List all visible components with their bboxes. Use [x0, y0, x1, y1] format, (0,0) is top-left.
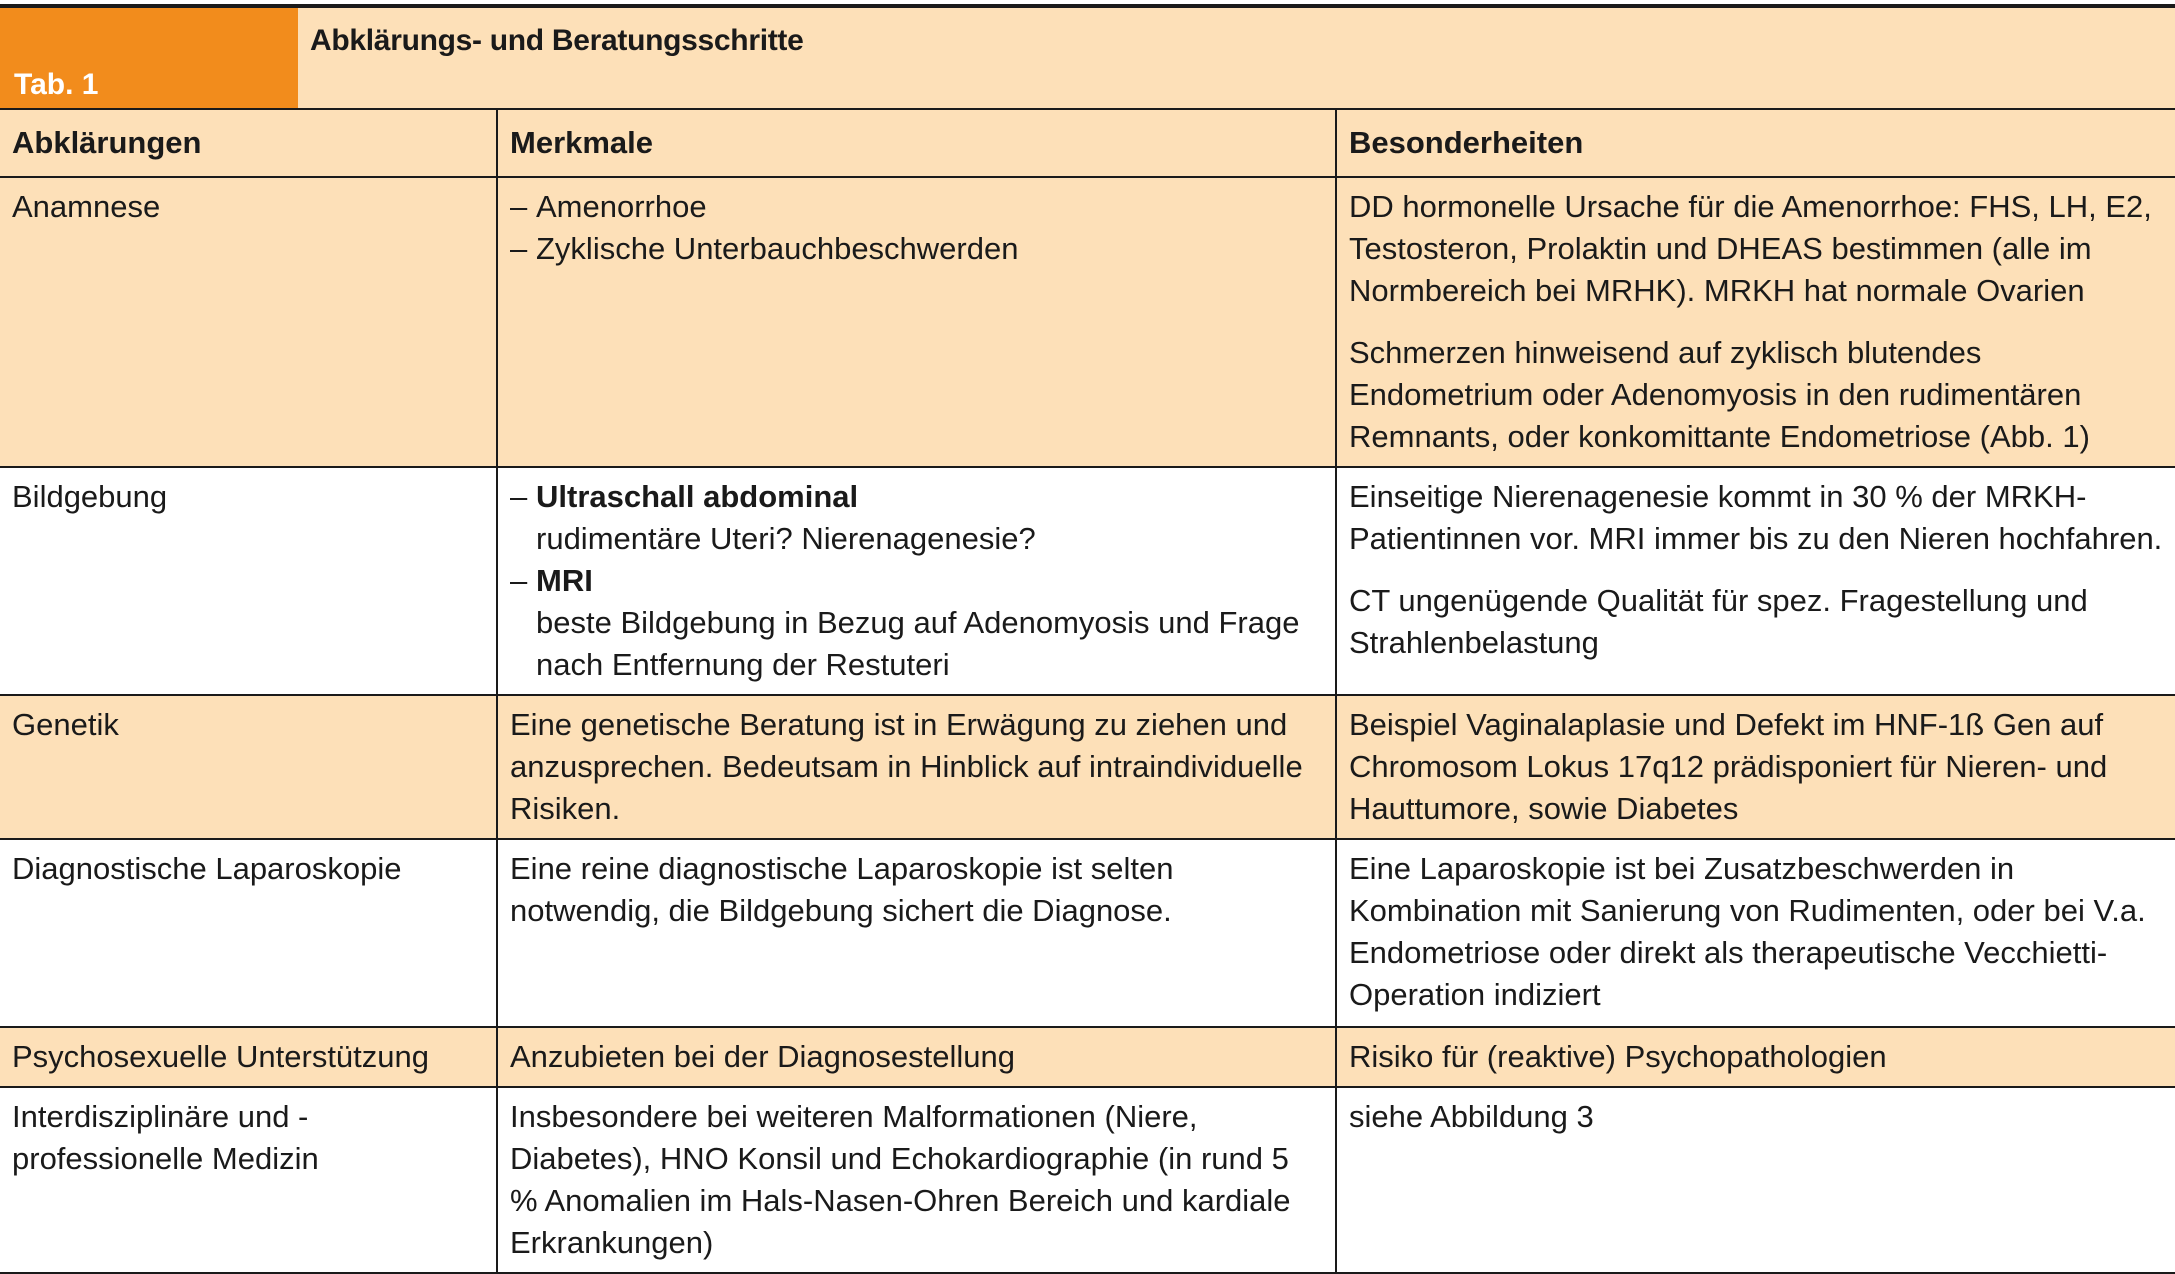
row-label: Genetik	[0, 695, 497, 839]
list-item-text: beste Bildgebung in Bezug auf Adenomyosis und Frage nach Entfernung der Restuteri	[536, 605, 1300, 682]
row-label: Psychosexuelle Unterstützung	[0, 1027, 497, 1087]
column-header-row	[0, 109, 2175, 177]
table-row-interdisziplinaer	[0, 1087, 2175, 1273]
table-row-laparoskopie	[0, 839, 2175, 1027]
table-header-bar	[0, 4, 2175, 108]
merkmale-cell: Anzubieten bei der Diagnosestellung	[497, 1027, 1336, 1087]
list-item: – Zyklische Unterbauchbeschwerden	[510, 228, 1323, 270]
row-label: Bildgebung	[0, 467, 497, 695]
table-row-genetik	[0, 695, 2175, 839]
merkmale-cell: Insbesondere bei weiteren Malformationen (Niere, Diabetes), HNO Konsil und Echokardiographie (in rund 5 % Anomalien im Hals-Nasen-Ohren Bereich und kardiale Erkrankungen)	[497, 1087, 1336, 1273]
table-row-anamnese	[0, 177, 2175, 467]
list-item-heading: – Ultraschall abdominal	[536, 479, 859, 514]
list-item	[510, 560, 1323, 686]
table-row-bildgebung	[0, 467, 2175, 695]
column-header-merkmale: Merkmale	[497, 109, 1336, 177]
merkmale-cell	[497, 467, 1336, 695]
row-label: Anamnese	[0, 177, 497, 467]
column-header-besonderheiten: Besonderheiten	[1336, 109, 2175, 177]
list-item	[510, 476, 1323, 560]
list-item-text: rudimentäre Uteri? Nierenagenesie?	[536, 521, 1036, 556]
besonderheiten-cell: Eine Laparoskopie ist bei Zusatzbeschwerden in Kombination mit Sanierung von Rudimenten, oder bei V.a. Endometriose oder direkt als therapeutische Vecchietti-Operation indiziert	[1336, 839, 2175, 1027]
merkmale-cell: Eine reine diagnostische Laparoskopie ist selten notwendig, die Bildgebung sichert die Diagnose.	[497, 839, 1336, 1027]
besonderheiten-cell: siehe Abbildung 3	[1336, 1087, 2175, 1273]
paragraph: CT ungenügende Qualität für spez. Fragestellung und Strahlenbelastung	[1349, 583, 2088, 660]
merkmale-list	[510, 476, 1323, 686]
column-header-abklaerungen: Abklärungen	[0, 109, 497, 177]
diagnostic-steps-table	[0, 108, 2175, 1274]
tab-number-text: Tab. 1	[14, 68, 99, 101]
row-label: Interdisziplinäre und -professionelle Medizin	[0, 1087, 497, 1273]
paragraph: Schmerzen hinweisend auf zyklisch blutendes Endometrium oder Adenomyosis in den rudimentären Remnants, oder konkomittante Endometriose (Abb. 1)	[1349, 335, 2090, 454]
besonderheiten-cell: Beispiel Vaginalaplasie und Defekt im HNF-1ß Gen auf Chromosom Lokus 17q12 prädisponiert für Nieren- und Hauttumore, sowie Diabetes	[1336, 695, 2175, 839]
list-item-heading: – MRI	[536, 563, 593, 598]
besonderheiten-cell	[1336, 467, 2175, 695]
merkmale-cell	[497, 177, 1336, 467]
besonderheiten-cell	[1336, 177, 2175, 467]
table-row-psychosexuell	[0, 1027, 2175, 1087]
paragraph: Einseitige Nierenagenesie kommt in 30 % der MRKH-Patientinnen vor. MRI immer bis zu den Nieren hochfahren.	[1349, 479, 2163, 556]
tab-number-label	[0, 8, 298, 108]
merkmale-cell: Eine genetische Beratung ist in Erwägung zu ziehen und anzusprechen. Bedeutsam in Hinblick auf intraindividuelle Risiken.	[497, 695, 1336, 839]
table-title: Abklärungs- und Beratungsschritte	[310, 24, 804, 57]
besonderheiten-cell: Risiko für (reaktive) Psychopathologien	[1336, 1027, 2175, 1087]
list-item: – Amenorrhoe	[510, 186, 1323, 228]
merkmale-list	[510, 186, 1323, 270]
paragraph: DD hormonelle Ursache für die Amenorrhoe: FHS, LH, E2, Testosteron, Prolaktin und DHEAS bestimmen (alle im Normbereich bei MRHK). MRKH hat normale Ovarien	[1349, 189, 2152, 308]
row-label: Diagnostische Laparoskopie	[0, 839, 497, 1027]
